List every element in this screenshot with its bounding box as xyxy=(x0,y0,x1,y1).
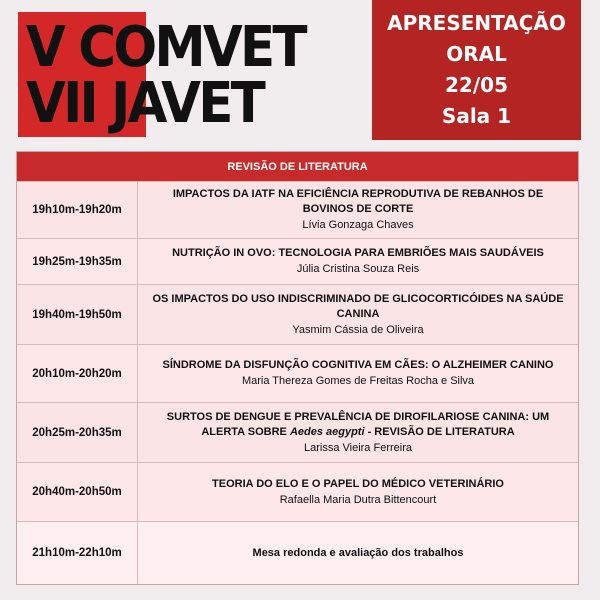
table-row xyxy=(17,521,578,584)
row-title: NUTRIÇÃO IN OVO: TECNOLOGIA PARA EMBRIÕES MAIS SAUDÁVEIS xyxy=(172,247,544,259)
table-row xyxy=(17,344,578,402)
table-header: REVISÃO DE LITERATURA xyxy=(17,152,578,181)
row-time: 21h10m-22h10m xyxy=(17,522,138,584)
row-author: Maria Thereza Gomes de Freitas Rocha e Silva xyxy=(241,375,475,387)
row-title: IMPACTOS DA IATF NA EFICIÊNCIA REPRODUTIVA DE REBANHOS DE BOVINOS DE CORTE xyxy=(172,188,544,215)
row-description xyxy=(138,463,578,521)
logo-line-1: V COMVET xyxy=(26,15,305,80)
row-title: OS IMPACTOS DO USO INDISCRIMINADO DE GLICOCORTICÓIDES NA SAÚDE CANINA xyxy=(152,292,564,320)
session-date: 22/05 xyxy=(445,73,508,97)
row-title-part-1: SURTOS DE DENGUE E PREVALÊNCIA DE DIROFILARIOSE CANINA: UM ALERTA SOBRE xyxy=(166,410,550,438)
table-row xyxy=(17,181,578,238)
row-description xyxy=(138,285,578,344)
row-time: 19h10m-19h20m xyxy=(17,182,138,238)
session-type: APRESENTAÇÃO xyxy=(387,11,566,35)
row-author: Rafaella Maria Dutra Bittencourt xyxy=(279,493,437,506)
row-time: 20h10m-20h20m xyxy=(17,345,138,402)
row-title: TEORIA DO ELO E O PAPEL DO MÉDICO VETERINÁRIO xyxy=(212,477,504,490)
table-row xyxy=(17,238,578,284)
row-title-species: Aedes aegypti xyxy=(289,425,365,438)
row-author: Larissa Vieira Ferreira xyxy=(303,441,412,454)
table-row xyxy=(17,462,578,521)
row-description xyxy=(138,182,578,238)
row-description xyxy=(138,522,578,584)
row-author: Júlia Cristina Souza Reis xyxy=(296,263,420,275)
row-description xyxy=(138,403,578,462)
row-title: Mesa redonda e avaliação dos trabalhos xyxy=(252,546,464,559)
schedule-table xyxy=(16,151,579,585)
row-time: 20h40m-20h50m xyxy=(17,463,138,521)
session-info-box xyxy=(372,0,581,140)
row-description xyxy=(138,239,578,284)
row-title: SÍNDROME DA DISFUNÇÃO COGNITIVA EM CÃES: O ALZHEIMER CANINO xyxy=(162,359,554,371)
event-logo xyxy=(18,12,358,137)
table-row xyxy=(17,284,578,344)
session-room: Sala 1 xyxy=(441,104,512,128)
row-author: Lívia Gonzaga Chaves xyxy=(302,219,414,231)
session-type-2: ORAL xyxy=(446,42,507,66)
logo-line-2: VII JAVET xyxy=(26,71,264,136)
row-description xyxy=(138,345,578,402)
row-time: 19h25m-19h35m xyxy=(17,239,138,284)
row-title-part-2: - REVISÃO DE LITERATURA xyxy=(364,425,515,438)
row-title xyxy=(150,410,566,440)
row-author: Yasmim Cássia de Oliveira xyxy=(292,323,424,336)
row-time: 19h40m-19h50m xyxy=(17,285,138,344)
table-row xyxy=(17,402,578,462)
row-time: 20h25m-20h35m xyxy=(17,403,138,462)
